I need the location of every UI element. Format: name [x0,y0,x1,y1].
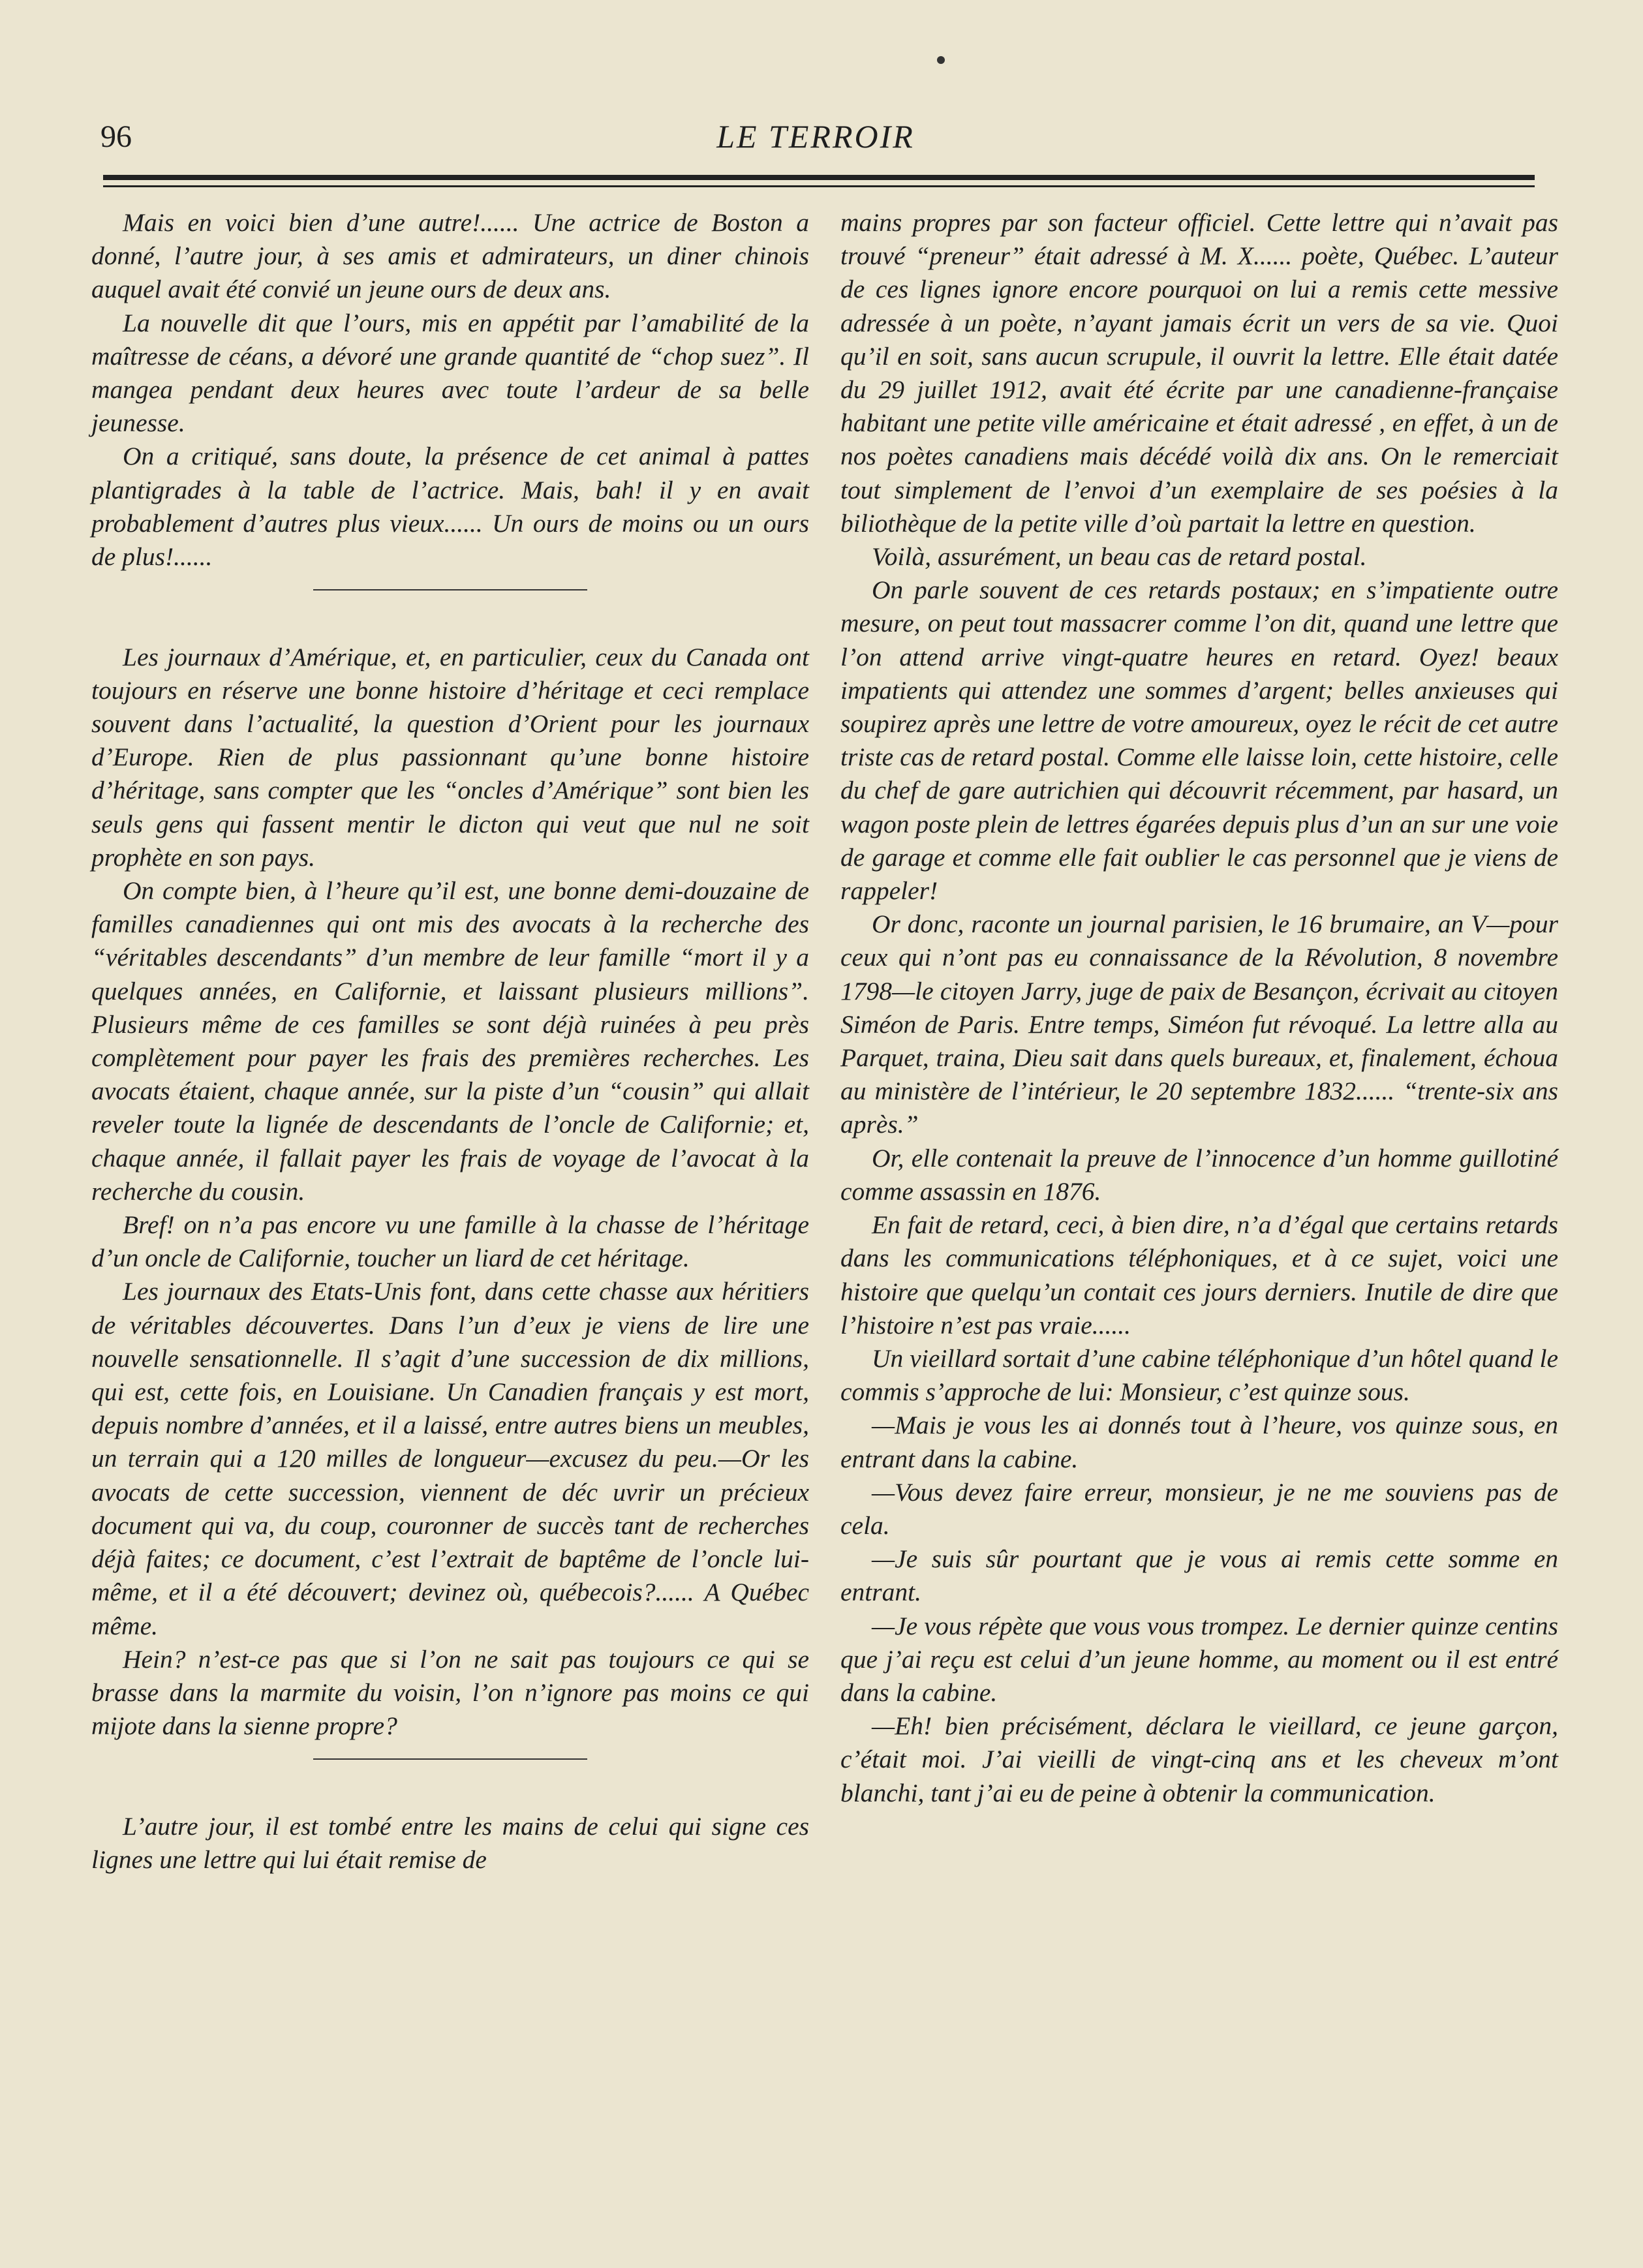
paragraph: mains propres par son facteur officiel. Cette lettre qui n’avait pas trouvé “preneur” était adressé à M. X...... poète, Québec. L’auteur de ces lignes ignore encore pourquoi on lui a remis cette messive adressée à un poète, n’ayant jamais écrit un vers de sa vie. Quoi qu’il en soit, sans aucun scrupule, il ouvrit la lettre. Elle était datée du 29 juillet 1912, avait été écrite par une canadienne-française habitant une petite ville américaine et était adressé , en effet, à un de nos poètes canadiens mais décédé voilà dix ans. On le remerciait tout simplement de l’envoi d’un exemplaire de ses poésies à la biliothèque de la petite ville d’où partait la lettre en question. [840,208,1558,538]
running-title: LE TERROIR [716,118,915,155]
paragraph: —Je vous répète que vous vous trompez. Le dernier quinze centins que j’ai reçu est celui d’un jeune homme, au moment ou il est entré dans la cabine. [840,1611,1558,1707]
ink-dot [937,56,945,64]
paragraph: Or, elle contenait la preuve de l’innocence d’un homme guillotiné comme assassin en 1876. [840,1143,1558,1206]
header-rule-thick [103,175,1535,180]
paragraph: Voilà, assurément, un beau cas de retard postal. [872,542,1367,572]
header-rule-thin [103,185,1535,187]
section-separator [91,1743,809,1776]
paragraph: On parle souvent de ces retards postaux; en s’impatiente outre mesure, on peut tout massacrer comme l’on dit, quand une lettre que l’on attend arrive vingt-quatre heures en retard. Oyez! beaux impatients qui attendez une sommes d’argent; belles anxieuses qui soupirez après une lettre de votre amoureux, oyez le récit de cet autre triste cas de retard postal. Comme elle laisse loin, cette histoire, celle du chef de gare autrichien qui découvrit récemment, par hasard, un wagon poste plein de lettres égarées depuis plus d’un an sur une voie de garage et comme elle fait oublier le cas personnel que je viens de rappeler! [840,575,1558,906]
paragraph: Bref! on n’a pas encore vu une famille à la chasse de l’héritage d’un oncle de Californie, toucher un liard de cet héritage. [91,1210,809,1273]
paragraph: Un vieillard sortait d’une cabine téléphonique d’un hôtel quand le commis s’approche de lui: Monsieur, c’est quinze sous. [840,1343,1558,1407]
paragraph: La nouvelle dit que l’ours, mis en appétit par l’amabilité de la maîtresse de céans, a dévoré une grande quantité de “chop suez”. Il mangea pendant deux heures avec toute l’ardeur de sa belle jeunesse. [91,308,809,438]
paragraph: Les journaux d’Amérique, et, en particulier, ceux du Canada ont toujours en réserve une bonne histoire d’héritage et ceci remplace souvent dans l’actualité, la question d’Orient pour les journaux d’Europe. Rien de plus passionnant qu’une bonne histoire d’héritage, sans compter que les “oncles d’Amérique” sont bien les seuls gens qui fassent mentir le dicton qui veut que nul ne soit prophète en son pays. [91,642,809,872]
paragraph: En fait de retard, ceci, à bien dire, n’a d’égal que certains retards dans les communications téléphoniques, et à ce sujet, voici une histoire que quelqu’un contait ces jours derniers. Inutile de dire que l’histoire n’est pas vraie...... [840,1210,1558,1340]
paragraph: —Eh! bien précisément, déclara le vieillard, ce jeune garçon, c’était moi. J’ai vieilli de vingt-cinq ans et les cheveux m’ont blanchi, tant j’ai eu de peine à obtenir la communication. [840,1711,1558,1807]
paragraph: —Mais je vous les ai donnés tout à l’heure, vos quinze sous, en entrant dans la cabine. [840,1411,1558,1473]
right-column [840,206,1558,1810]
left-column [91,206,809,1877]
paragraph: Hein? n’est-ce pas que si l’on ne sait pas toujours ce qui se brasse dans la marmite du voisin, l’on n’ignore pas moins ce qui mijote dans la sienne propre? [91,1644,809,1741]
page-header [98,115,1533,161]
paragraph: L’autre jour, il est tombé entre les mains de celui qui signe ces lignes une lettre qui lui était remise de [91,1811,809,1874]
paragraph: On compte bien, à l’heure qu’il est, une bonne demi-douzaine de familles canadiennes qui ont mis des avocats à la recherche des “véritables descendants” d’un membre de leur famille “mort il y a quelques années, en Californie, et laissant plusieurs millions”. Plusieurs même de ces familles se sont déjà ruinées à peu près complètement pour payer les frais des premières recherches. Les avocats étaient, chaque année, sur la piste d’un “cousin” qui allait reveler toute la lignée de descendants de l’oncle de Californie; et, chaque année, il fallait payer les frais de voyage de l’avocat à la recherche du cousin. [91,876,809,1206]
section-separator [91,574,809,607]
paragraph: —Je suis sûr pourtant que je vous ai remis cette somme en entrant. [840,1544,1558,1607]
paragraph: On a critiqué, sans doute, la présence de cet animal à pattes plantigrades à la table de l’actrice. Mais, bah! il y en avait probablement d’autres plus vieux...... Un ours de moins ou un ours de plus!...... [91,442,809,572]
paragraph: Les journaux des Etats-Unis font, dans cette chasse aux héritiers de véritables découvertes. Dans l’un d’eux je viens de lire une nouvelle sensationnelle. Il s’agit d’une succession de dix millions, qui est, cette fois, en Louisiane. Un Canadien français y est mort, depuis nombre d’années, et il a laissé, entre autres biens un meubles, un terrain qui a 120 milles de longueur—excusez du peu.—Or les avocats de cette succession, viennent de déc uvrir un précieux document qui va, du coup, couronner de succès tant de recherches déjà faites; ce document, c’est l’extrait de baptême de l’oncle lui-même, et il a été découvert; devinez où, québecois?...... A Québec même. [91,1277,809,1640]
paragraph: Mais en voici bien d’une autre!...... Une actrice de Boston a donné, l’autre jour, à ses amis et admirateurs, un diner chinois auquel avait été convié un jeune ours de deux ans. [91,208,809,304]
page-number: 96 [100,119,132,154]
paragraph: Or donc, raconte un journal parisien, le 16 brumaire, an V—pour ceux qui n’ont pas eu connaissance de la Révolution, 8 novembre 1798—le citoyen Jarry, juge de paix de Besançon, écrivait au citoyen Siméon de Paris. Entre temps, Siméon fut révoqué. La lettre alla au Parquet, traina, Dieu sait dans quels bureaux, et, finalement, échoua au ministère de l’intérieur, le 20 septembre 1832...... “trente-six ans après.” [840,910,1558,1139]
paragraph: —Vous devez faire erreur, monsieur, je ne me souviens pas de cela. [840,1477,1558,1540]
